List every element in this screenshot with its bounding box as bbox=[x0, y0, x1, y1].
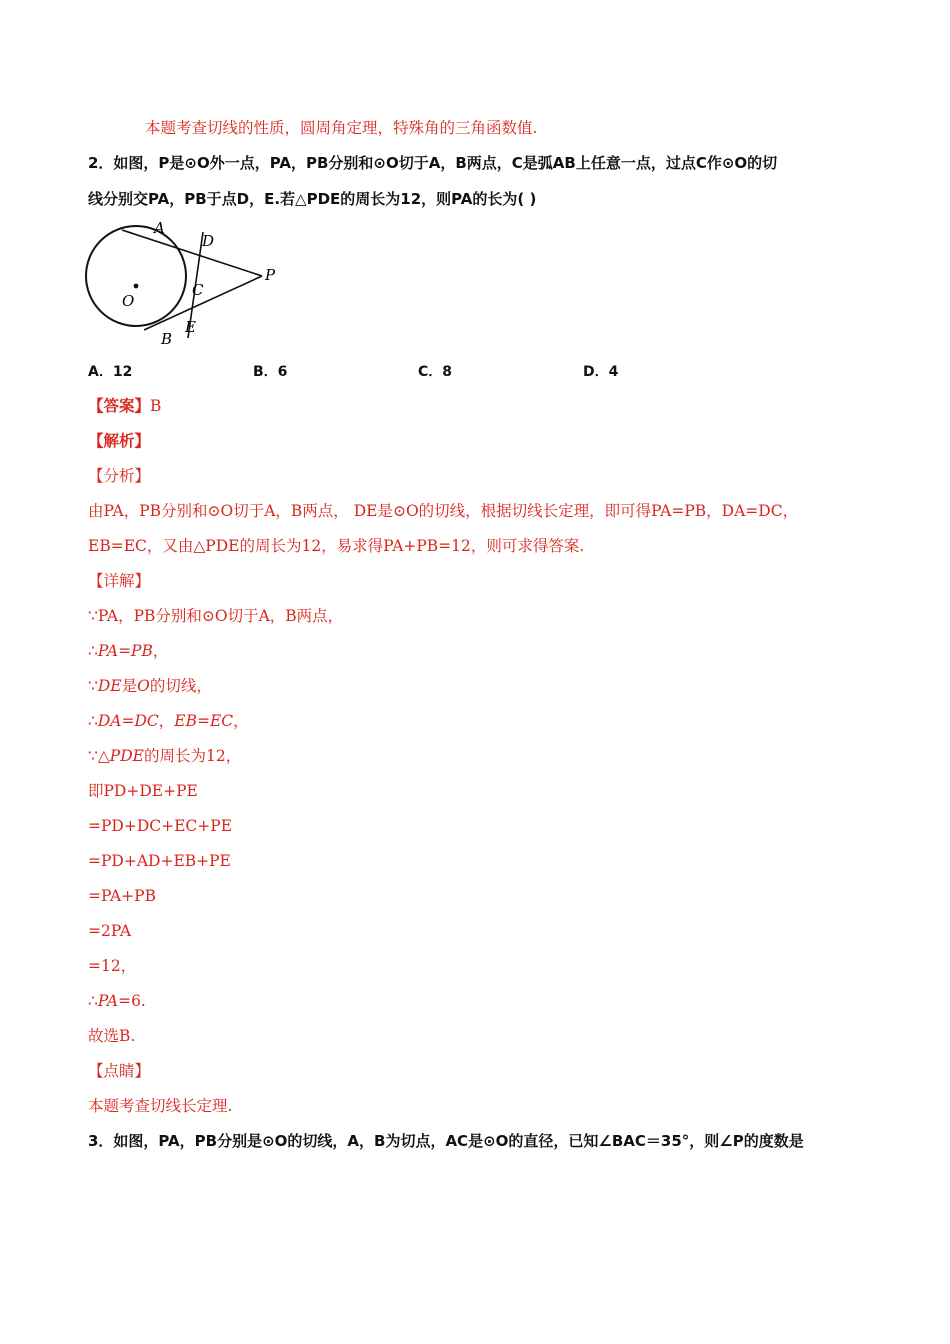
step-5-tail: 的周长为12， bbox=[143, 747, 242, 765]
triangle-symbol: △ bbox=[97, 747, 110, 765]
step-4-math: DA=DC bbox=[97, 712, 159, 730]
therefore-symbol: ∴ bbox=[88, 642, 98, 660]
center-point-o bbox=[134, 284, 139, 289]
step-3 bbox=[88, 676, 212, 696]
step-5-math: PDE bbox=[109, 747, 144, 765]
step-2 bbox=[88, 641, 168, 661]
step-11: =12， bbox=[88, 957, 137, 975]
question-3-line-1: 3．如图，PA，PB分别是⊙O的切线，A，B为切点，AC是⊙O的直径，已知∠BAC＝35°，则∠P的度数是 bbox=[88, 1132, 804, 1150]
fenxi-line-1: 由PA，PB分别和⊙O切于A，B两点， DE是⊙O的切线，根据切线长定理，即可得PA=PB，DA=DC， bbox=[88, 502, 799, 520]
choice-d[interactable]: D．4 bbox=[583, 364, 619, 380]
geometry-figure bbox=[84, 220, 284, 350]
circle-o bbox=[86, 226, 186, 326]
label-d: D bbox=[202, 232, 215, 250]
step-2-math: PA=PB bbox=[97, 642, 153, 660]
step-1 bbox=[88, 606, 343, 626]
fenxi-tag: 【分析】 bbox=[88, 467, 151, 485]
step-13: 故选B. bbox=[88, 1027, 136, 1045]
step-3-tail: 的切线， bbox=[149, 677, 212, 695]
choice-c[interactable]: C．8 bbox=[418, 364, 453, 380]
choice-b[interactable]: B．6 bbox=[253, 364, 288, 380]
answer-line bbox=[88, 396, 161, 416]
because-symbol: ∵ bbox=[88, 677, 98, 695]
step-4-tail: ， bbox=[233, 712, 249, 730]
step-8: =PD+AD+EB+PE bbox=[88, 852, 231, 870]
step-3-math: DE bbox=[97, 677, 122, 695]
answer-tag: 【答案】 bbox=[88, 396, 151, 415]
because-symbol: ∵ bbox=[88, 747, 98, 765]
step-5 bbox=[88, 746, 241, 766]
previous-comment: 本题考查切线的性质，圆周角定理，特殊角的三角函数值. bbox=[145, 119, 538, 137]
step-2-tail: ， bbox=[152, 642, 169, 660]
step-3-math-2: O bbox=[137, 677, 150, 695]
question-2-line-2: 线分别交PA，PB于点D，E.若△PDE的周长为12，则PA的长为( ) bbox=[88, 190, 537, 208]
tangent-pa bbox=[122, 230, 262, 276]
label-a: A bbox=[154, 220, 165, 237]
label-p: P bbox=[265, 266, 276, 284]
therefore-symbol: ∴ bbox=[88, 712, 98, 730]
choice-a[interactable]: A．12 bbox=[88, 364, 133, 380]
step-3-mid: 是 bbox=[121, 677, 138, 695]
comment-tag: 【点睛】 bbox=[88, 1062, 151, 1080]
detail-tag: 【详解】 bbox=[88, 572, 151, 590]
step-6: 即PD+DE+PE bbox=[88, 782, 198, 800]
label-o: O bbox=[122, 292, 135, 310]
step-4 bbox=[88, 711, 249, 731]
fenxi-line-2: EB=EC，又由△PDE的周长为12，易求得PA+PB=12，则可求得答案. bbox=[88, 537, 585, 555]
step-12 bbox=[88, 991, 146, 1011]
answer-value: B bbox=[150, 397, 162, 415]
step-7: =PD+DC+EC+PE bbox=[88, 817, 233, 835]
question-2-line-1: 2．如图，P是⊙O外一点，PA，PB分别和⊙O切于A，B两点，C是弧AB上任意一点，过点C作⊙O的切 bbox=[88, 154, 778, 172]
therefore-symbol: ∴ bbox=[88, 992, 98, 1010]
step-4-mid: ， bbox=[158, 712, 175, 730]
analysis-tag: 【解析】 bbox=[88, 431, 151, 450]
label-e: E bbox=[185, 318, 196, 336]
comment-text: 本题考查切线长定理. bbox=[88, 1097, 233, 1115]
label-c: C bbox=[192, 281, 204, 299]
because-symbol: ∵ bbox=[88, 607, 98, 625]
step-1-text: PA，PB分别和⊙O切于A，B两点， bbox=[97, 607, 344, 625]
step-9: =PA+PB bbox=[88, 887, 156, 905]
step-12-math: PA bbox=[97, 992, 119, 1010]
step-4-math-2: EB=EC bbox=[174, 712, 234, 730]
label-b: B bbox=[161, 330, 173, 348]
step-10: =2PA bbox=[88, 922, 132, 940]
step-12-tail: =6. bbox=[118, 992, 146, 1010]
